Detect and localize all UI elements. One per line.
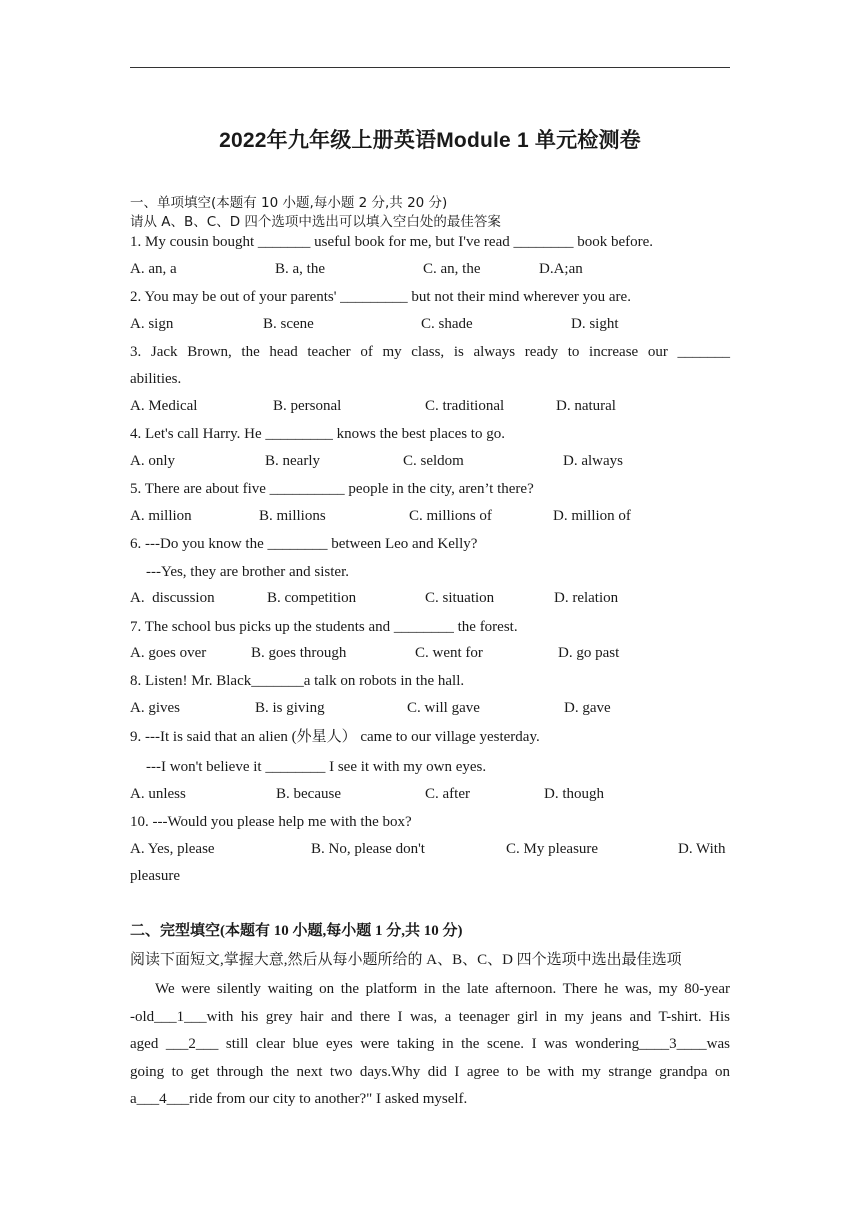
question-10-option-d-continued: pleasure bbox=[130, 868, 180, 884]
question-5-option-b: B. millions bbox=[259, 508, 326, 524]
question-8-stem: 8. Listen! Mr. Black_______a talk on robots in the hall. bbox=[130, 673, 465, 689]
question-9-option-a: A. unless bbox=[130, 786, 186, 802]
passage-line-5: a___4___ride from our city to another?" I asked myself. bbox=[130, 1091, 468, 1107]
question-2-option-d: D. sight bbox=[571, 316, 619, 332]
question-7-stem: 7. The school bus picks up the students and ________ the forest. bbox=[130, 619, 518, 635]
question-8-option-b: B. is giving bbox=[255, 700, 325, 716]
question-5-option-d: D. million of bbox=[553, 508, 631, 524]
question-5-option-a: A. million bbox=[130, 508, 192, 524]
cloze-passage bbox=[130, 976, 730, 1114]
question-1-stem: 1. My cousin bought _______ useful book for me, but I've read ________ book before. bbox=[130, 234, 654, 250]
question-9-stem: 9. ---It is said that an alien (外星人） came to our village yesterday. bbox=[130, 729, 540, 745]
passage-line-4: going to get through the next two days.Why did I agree to be with my strange grandpa on bbox=[130, 1063, 730, 1080]
question-3-option-d: D. natural bbox=[556, 398, 616, 414]
question-9-stem-reply: ---I won't believe it ________ I see it with my own eyes. bbox=[146, 759, 487, 775]
question-6-stem-reply: ---Yes, they are brother and sister. bbox=[146, 564, 350, 580]
question-3-option-c: C. traditional bbox=[425, 398, 505, 414]
question-6-option-d: D. relation bbox=[554, 590, 619, 606]
question-6-stem: 6. ---Do you know the ________ between Leo and Kelly? bbox=[130, 536, 478, 552]
question-1-option-a: A. an, a bbox=[130, 261, 177, 277]
question-10-option-b: B. No, please don't bbox=[311, 841, 425, 857]
question-2-option-b: B. scene bbox=[263, 316, 314, 332]
question-10-option-a: A. Yes, please bbox=[130, 841, 215, 857]
question-1-option-c: C. an, the bbox=[423, 261, 481, 277]
question-7-option-b: B. goes through bbox=[251, 645, 347, 661]
page-title: 2022年九年级上册英语Module 1 单元检测卷 bbox=[219, 129, 641, 152]
question-6-option-a: A. discussion bbox=[130, 590, 215, 606]
question-7-option-a: A. goes over bbox=[130, 645, 207, 661]
passage-line-3: aged ___2___ still clear blue eyes were taking in the scene. I was wondering____3____was bbox=[130, 1036, 730, 1052]
question-5-option-c: C. millions of bbox=[409, 508, 492, 524]
question-5-stem: 5. There are about five __________ people in the city, aren’t there? bbox=[130, 481, 534, 497]
question-4-option-c: C. seldom bbox=[403, 453, 464, 469]
question-8-option-c: C. will gave bbox=[407, 700, 480, 716]
question-8-option-a: A. gives bbox=[130, 700, 180, 716]
question-10-stem: 10. ---Would you please help me with the box? bbox=[130, 814, 412, 830]
question-10-option-c: C. My pleasure bbox=[506, 841, 599, 857]
question-4-option-a: A. only bbox=[130, 453, 175, 469]
question-3-stem: 3. Jack Brown, the head teacher of my class, is always ready to increase our _______ bbox=[130, 344, 730, 360]
question-2-stem: 2. You may be out of your parents' _________ but not their mind wherever you are. bbox=[130, 289, 631, 305]
question-7-option-c: C. went for bbox=[415, 645, 483, 661]
question-6-option-b: B. competition bbox=[267, 590, 357, 606]
question-1-option-d: D.A;an bbox=[539, 261, 583, 277]
question-2-option-a: A. sign bbox=[130, 316, 174, 332]
section1-heading: 一、单项填空(本题有 10 小题,每小题 2 分,共 20 分) bbox=[130, 195, 448, 211]
question-9-option-b: B. because bbox=[276, 786, 341, 802]
question-4-stem: 4. Let's call Harry. He _________ knows the best places to go. bbox=[130, 426, 505, 442]
question-8-option-d: D. gave bbox=[564, 700, 611, 716]
header-rule bbox=[130, 67, 730, 68]
passage-line-1: We were silently waiting on the platform in the late afternoon. There he was, my 80-year bbox=[155, 981, 730, 997]
question-10-option-d: D. With bbox=[678, 841, 726, 857]
question-7-option-d: D. go past bbox=[558, 645, 620, 661]
question-9-option-c: C. after bbox=[425, 786, 470, 802]
question-4-option-d: D. always bbox=[563, 453, 623, 469]
question-3-option-b: B. personal bbox=[273, 398, 342, 414]
question-2-option-c: C. shade bbox=[421, 316, 473, 332]
question-4-option-b: B. nearly bbox=[265, 453, 320, 469]
question-9-option-d: D. though bbox=[544, 786, 604, 802]
passage-line-2: -old___1___with his grey hair and there I was, a teenager girl in my jeans and T-shirt. His bbox=[130, 1008, 730, 1025]
question-1-option-b: B. a, the bbox=[275, 261, 325, 277]
section2-instruction: 阅读下面短文,掌握大意,然后从每小题所给的 A、B、C、D 四个选项中选出最佳选项 bbox=[130, 952, 682, 968]
question-3-option-a: A. Medical bbox=[130, 398, 198, 414]
section2-heading: 二、完型填空(本题有 10 小题,每小题 1 分,共 10 分) bbox=[130, 923, 463, 939]
section1-instruction: 请从 A、B、C、D 四个选项中选出可以填入空白处的最佳答案 bbox=[130, 214, 501, 230]
question-6-option-c: C. situation bbox=[425, 590, 495, 606]
question-3-stem-continued: abilities. bbox=[130, 371, 182, 387]
